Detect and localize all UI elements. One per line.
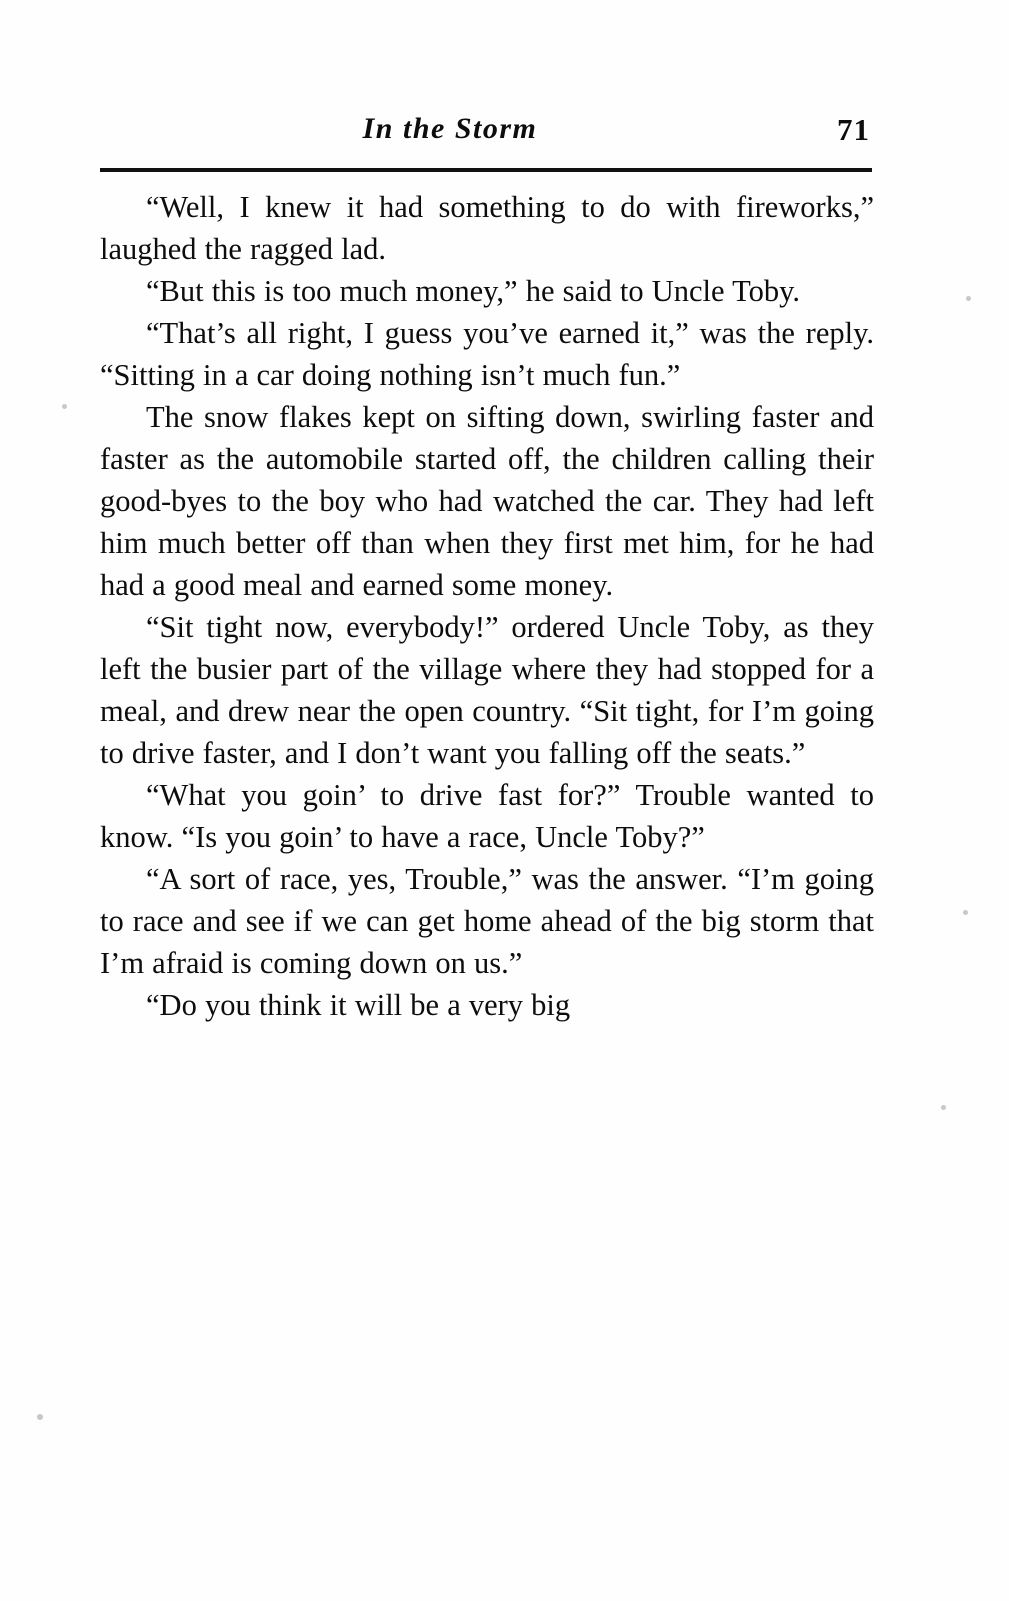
paragraph-continued: “Do you think it will be a very big [146,988,571,1022]
paragraph: “Sit tight now, everybody!” ordered Uncle Toby, as they left the busier part of the village where they had stopped for a meal, and drew near the open country. “Sit tight, for I’m going to drive faster, and I don’t want you falling off the seats.” [100,610,874,770]
paragraph: The snow flakes kept on sifting down, swirling faster and faster as the automobile started off, the children calling their good-byes to the boy who had watched the car. They had left him much better off than when they first met him, for he had had a good meal and earned some money. [100,400,874,602]
paragraph: “What you goin’ to drive fast for?” Trouble wanted to know. “Is you goin’ to have a race, Uncle Toby?” [100,778,874,854]
header-divider [100,168,872,172]
scan-speck [37,1414,43,1420]
scan-speck [966,296,971,301]
paragraph: “Well, I knew it had something to do with fireworks,” laughed the ragged lad. [100,190,874,266]
scan-speck [62,404,67,409]
scan-speck [941,1105,946,1110]
scan-speck [963,910,968,915]
paragraph: “That’s all right, I guess you’ve earned it,” was the reply. “Sitting in a car doing nothing isn’t much fun.” [100,316,874,392]
paragraph: “A sort of race, yes, Trouble,” was the answer. “I’m going to race and see if we can get home ahead of the big storm that I’m afraid is coming down on us.” [100,862,874,980]
paragraph: “But this is too much money,” he said to Uncle Toby. [146,274,801,308]
page-body [100,186,874,1026]
page-number: 71 [837,112,870,147]
page-header [100,112,870,164]
running-head-title: In the Storm [362,112,538,145]
